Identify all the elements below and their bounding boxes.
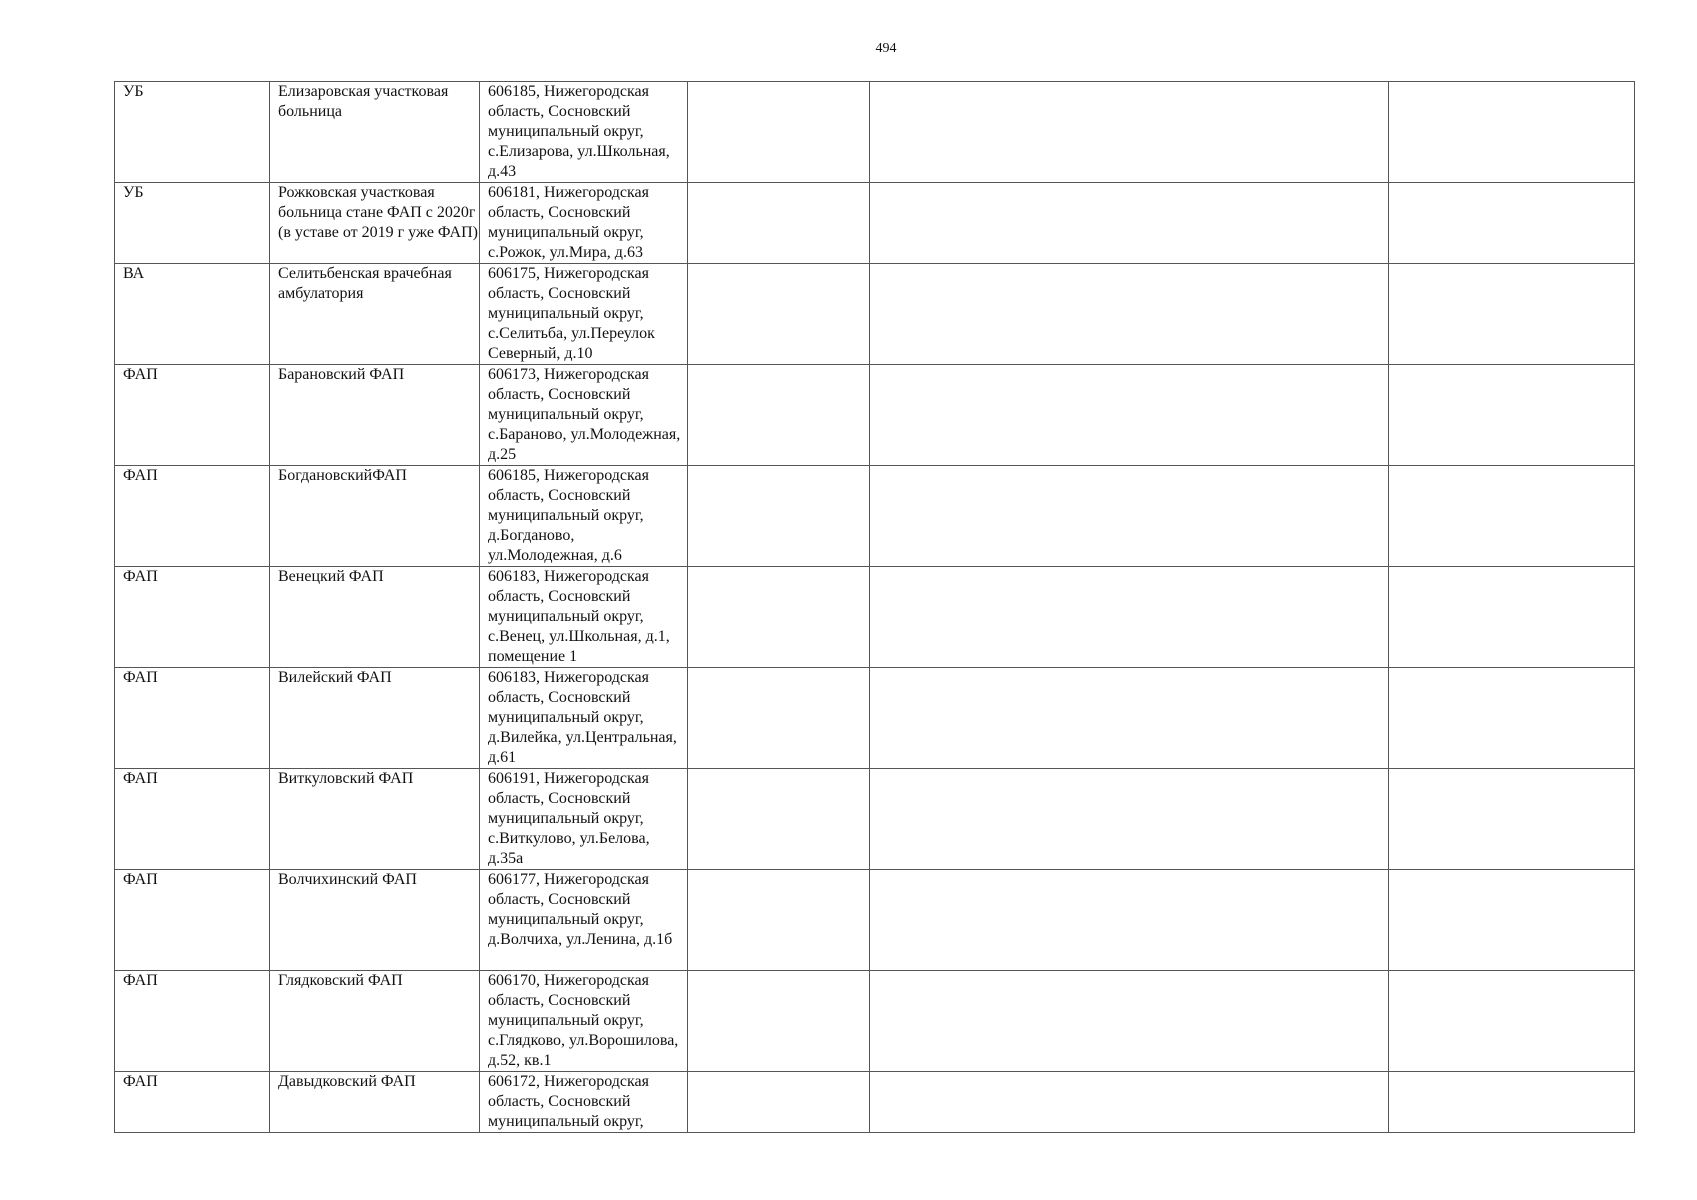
facility-type-cell: ФАП xyxy=(115,870,270,971)
facility-name-cell: Виткуловский ФАП xyxy=(270,769,480,870)
empty-cell xyxy=(1389,365,1635,466)
empty-cell xyxy=(870,82,1389,183)
facility-name-cell: Давыдковский ФАП xyxy=(270,1072,480,1133)
table-row xyxy=(115,870,1635,971)
facility-type-cell: ФАП xyxy=(115,567,270,668)
empty-cell xyxy=(870,365,1389,466)
empty-cell xyxy=(688,668,870,769)
facility-name-cell: Вилейский ФАП xyxy=(270,668,480,769)
facility-address-cell: 606185, Нижегородская область, Сосновский муниципальный округ, с.Елизарова, ул.Школьная, д.43 xyxy=(480,82,688,183)
facility-address-cell: 606181, Нижегородская область, Сосновский муниципальный округ, с.Рожок, ул.Мира, д.63 xyxy=(480,183,688,264)
facility-address-cell: 606170, Нижегородская область, Сосновский муниципальный округ, с.Глядково, ул.Ворошилова, д.52, кв.1 xyxy=(480,971,688,1072)
facility-address-cell: 606185, Нижегородская область, Сосновский муниципальный округ, д.Богданово, ул.Молодежная, д.6 xyxy=(480,466,688,567)
empty-cell xyxy=(688,870,870,971)
table-row xyxy=(115,264,1635,365)
empty-cell xyxy=(1389,466,1635,567)
facility-type-cell: ФАП xyxy=(115,1072,270,1133)
facility-table xyxy=(114,81,1635,1133)
table-row xyxy=(115,365,1635,466)
empty-cell xyxy=(870,466,1389,567)
facility-type-cell: ФАП xyxy=(115,668,270,769)
facility-name-cell: Волчихинский ФАП xyxy=(270,870,480,971)
empty-cell xyxy=(688,466,870,567)
empty-cell xyxy=(1389,567,1635,668)
facility-name-cell: Елизаровская участковая больница xyxy=(270,82,480,183)
empty-cell xyxy=(870,668,1389,769)
empty-cell xyxy=(1389,870,1635,971)
facility-type-cell: ФАП xyxy=(115,365,270,466)
page-number: 494 xyxy=(875,41,897,56)
empty-cell xyxy=(688,365,870,466)
empty-cell xyxy=(688,1072,870,1133)
empty-cell xyxy=(1389,183,1635,264)
facility-name-cell: Селитьбенская врачебная амбулатория xyxy=(270,264,480,365)
table-row xyxy=(115,971,1635,1072)
table-row xyxy=(115,183,1635,264)
facility-type-cell: ФАП xyxy=(115,971,270,1072)
empty-cell xyxy=(1389,264,1635,365)
empty-cell xyxy=(688,971,870,1072)
empty-cell xyxy=(688,264,870,365)
empty-cell xyxy=(870,971,1389,1072)
facility-address-cell: 606173, Нижегородская область, Сосновский муниципальный округ, с.Бараново, ул.Молодежная, д.25 xyxy=(480,365,688,466)
facility-address-cell: 606175, Нижегородская область, Сосновский муниципальный округ, с.Селитьба, ул.Переулок Северный, д.10 xyxy=(480,264,688,365)
empty-cell xyxy=(870,1072,1389,1133)
empty-cell xyxy=(1389,668,1635,769)
facility-address-cell: 606172, Нижегородская область, Сосновский муниципальный округ, xyxy=(480,1072,688,1133)
facility-address-cell: 606183, Нижегородская область, Сосновский муниципальный округ, д.Вилейка, ул.Центральная, д.61 xyxy=(480,668,688,769)
table-row xyxy=(115,1072,1635,1133)
facility-name-cell: Венецкий ФАП xyxy=(270,567,480,668)
table-row xyxy=(115,769,1635,870)
empty-cell xyxy=(1389,769,1635,870)
empty-cell xyxy=(870,870,1389,971)
facility-type-cell: ФАП xyxy=(115,466,270,567)
facility-type-cell: УБ xyxy=(115,82,270,183)
empty-cell xyxy=(688,567,870,668)
table-row xyxy=(115,82,1635,183)
table-row xyxy=(115,567,1635,668)
facility-type-cell: УБ xyxy=(115,183,270,264)
empty-cell xyxy=(870,183,1389,264)
empty-cell xyxy=(1389,1072,1635,1133)
facility-type-cell: ФАП xyxy=(115,769,270,870)
facility-name-cell: Барановский ФАП xyxy=(270,365,480,466)
empty-cell xyxy=(870,264,1389,365)
facility-address-cell: 606183, Нижегородская область, Сосновский муниципальный округ, с.Венец, ул.Школьная, д.1, помещение 1 xyxy=(480,567,688,668)
empty-cell xyxy=(870,567,1389,668)
empty-cell xyxy=(688,82,870,183)
empty-cell xyxy=(1389,971,1635,1072)
facility-type-cell: ВА xyxy=(115,264,270,365)
facility-address-cell: 606191, Нижегородская область, Сосновский муниципальный округ, с.Виткулово, ул.Белова, д.35а xyxy=(480,769,688,870)
facility-name-cell: БогдановскийФАП xyxy=(270,466,480,567)
empty-cell xyxy=(870,769,1389,870)
table-row xyxy=(115,466,1635,567)
table-row xyxy=(115,668,1635,769)
facility-address-cell: 606177, Нижегородская область, Сосновский муниципальный округ, д.Волчиха, ул.Ленина, д.1б xyxy=(480,870,688,971)
empty-cell xyxy=(1389,82,1635,183)
facility-name-cell: Рожковская участковая больница стане ФАП с 2020г (в уставе от 2019 г уже ФАП) xyxy=(270,183,480,264)
empty-cell xyxy=(688,183,870,264)
empty-cell xyxy=(688,769,870,870)
facility-name-cell: Глядковский ФАП xyxy=(270,971,480,1072)
